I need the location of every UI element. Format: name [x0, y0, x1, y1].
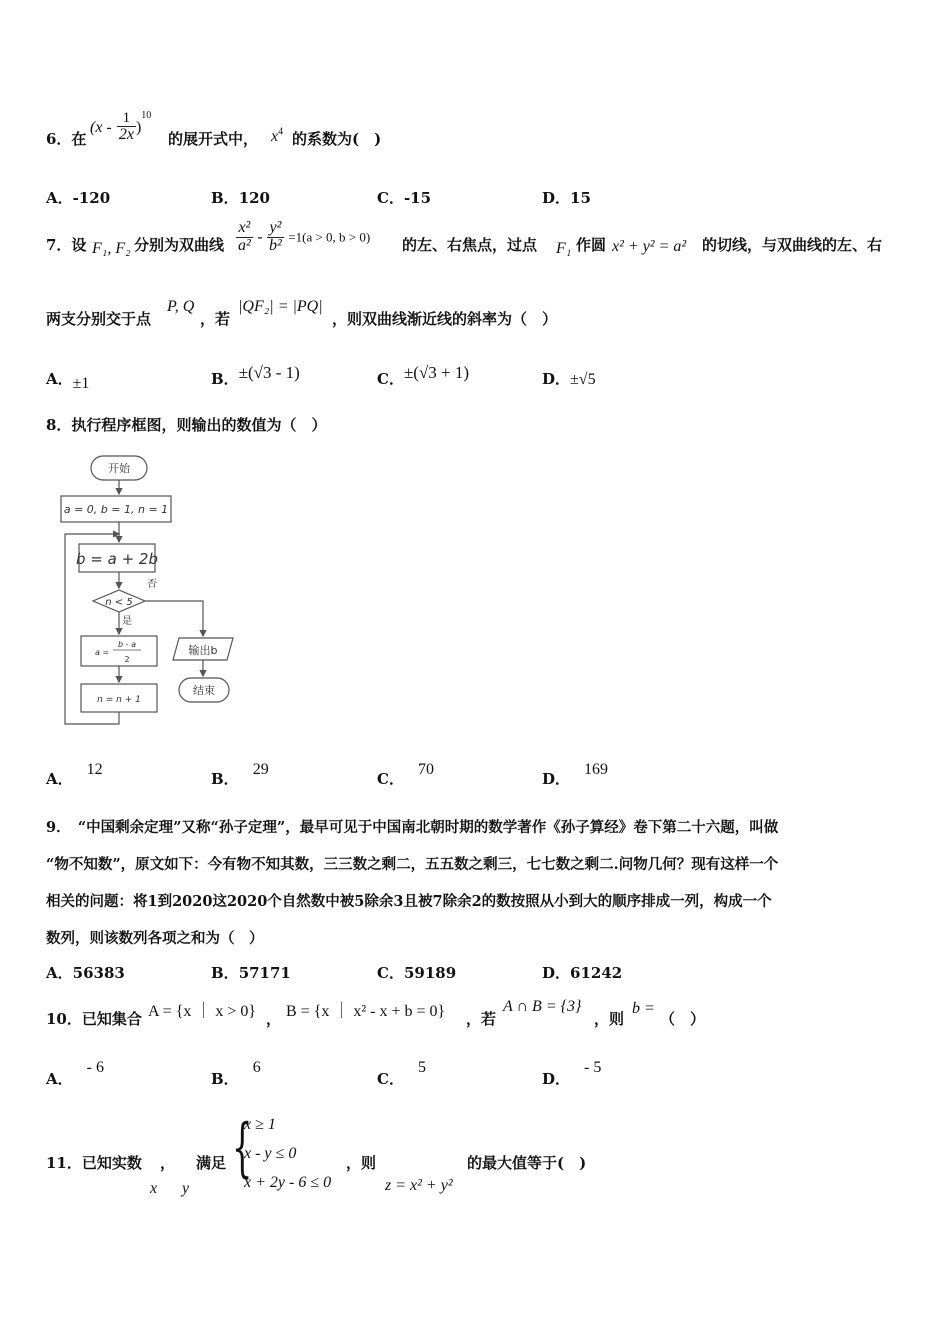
q7-focus1: F₁ [556, 240, 572, 257]
flow-assign-a-num: b - a [118, 640, 136, 649]
q11-brace: { [232, 1111, 253, 1185]
flow-output-label: 输出b [188, 644, 218, 657]
q7-foci: F₁, F₂ [92, 240, 131, 257]
q7-line2-c: ，则双曲线渐近线的斜率为（ ） [332, 310, 558, 328]
q9-line-3: 相关的问题：将1到2020这2020个自然数中被5除余3且被7除余2的数按照从小到大的顺序排成一列，构成一个 [46, 893, 772, 910]
q7-text4: 的切线，与双曲线的左、右 [702, 236, 883, 254]
q9-option-d: D．61242 [542, 964, 623, 982]
q11-condition-2: x - y ≤ 0 [244, 1145, 297, 1162]
flow-no-label: 否 [147, 579, 157, 590]
q6-option-d: D．15 [542, 189, 591, 207]
q11-condition-1: x ≥ 1 [244, 1116, 276, 1133]
q10-intersection: A ∩ B = {3} [503, 998, 582, 1015]
q9-line-1: 9． “中国剩余定理”又称“孙子定理”，最早可见于中国南北朝时期的数学著作《孙子算经》卷下第二十六题，叫做 [46, 819, 779, 836]
flow-init-label: a = 0, b = 1, n = 1 [63, 503, 169, 516]
q11-satisfy: 满足 [196, 1154, 227, 1172]
q10-number: 10．已知集合 [46, 1010, 142, 1028]
q6-expression: (x - $\frac{1}{2x}$ )$^{10}$ [90, 109, 152, 144]
q8-option-a: A．12 [46, 761, 103, 788]
flow-start-label: 开始 [108, 462, 130, 475]
q6-tail: 的系数为( ) [292, 130, 382, 148]
q11-number: 11．已知实数 [46, 1154, 142, 1172]
q7-option-a: A．±1 [46, 370, 90, 392]
q8-option-c: C．70 [377, 761, 434, 788]
q6-stem: 6．在 [46, 130, 87, 148]
q10-b-eq: b = [632, 1000, 655, 1017]
q11-tail: 的最大值等于( ) [467, 1154, 587, 1172]
q7-option-c: C．±(√3 + 1) [377, 363, 470, 388]
flow-end-label: 结束 [193, 684, 215, 697]
q7-text3: 作圆 [576, 236, 607, 254]
q10-tail: （ ） [660, 1010, 706, 1028]
q10-option-c: C．5 [377, 1059, 426, 1088]
q7-points: P, Q [167, 298, 195, 315]
q8-option-d: D．169 [542, 761, 609, 788]
q6-fraction: $\frac{1}{2x}$ [118, 109, 134, 144]
q8-stem: 8．执行程序框图，则输出的数值为（ ） [46, 416, 327, 434]
q9-option-a: A．56383 [46, 964, 125, 982]
q11-var-x: x [150, 1180, 158, 1197]
q9-option-c: C．59189 [377, 964, 457, 982]
flow-assign-a-lhs: a = [95, 648, 110, 657]
flow-incr-label: n = n + 1 [97, 695, 141, 705]
q10-option-d: D．- 5 [542, 1059, 602, 1088]
q9-line-2: “物不知数”，原文如下：今有物不知其数，三三数之剩二，五五数之剩三，七七数之剩二.问物几何？现有这样一个 [46, 856, 779, 873]
flow-assign-b-label: b = a + 2b [76, 550, 158, 568]
q7-hyperbola: $\frac{\text{x²}}{\text{a²}}$ - $\frac{\text{y²}}{\text{b²}}$ =1(a > 0, b > 0) [238, 219, 371, 254]
q7-condition: |QF₂| = |PQ| [238, 298, 323, 315]
q10-then: ，则 [594, 1010, 625, 1028]
q10-option-b: B．6 [211, 1059, 261, 1088]
q7-circle: x² + y² = a² [612, 238, 687, 255]
q11-condition-3: x + 2y - 6 ≤ 0 [244, 1174, 332, 1191]
q6-middle: 的展开式中， [168, 130, 259, 148]
q10-option-a: A．- 6 [46, 1059, 104, 1088]
flow-yes-label: 是 [122, 616, 132, 627]
q10-set-a: A = {x ｜ x > 0} [148, 1003, 257, 1020]
q7-option-b: B．±(√3 - 1) [211, 363, 300, 388]
flow-assign-a-den: 2 [124, 655, 130, 664]
q7-text1: 分别为双曲线 [134, 236, 225, 254]
q7-text2: 的左、右焦点，过点 [402, 236, 538, 254]
q9-option-b: B．57171 [211, 964, 291, 982]
q6-term: $x^4$ [271, 126, 284, 145]
q7-line2-b: ，若 [200, 310, 231, 328]
q8-option-b: B．29 [211, 761, 269, 788]
q11-sep: ， [160, 1154, 176, 1172]
q6-option-b: B．120 [211, 189, 270, 207]
q11-then: ，则 [346, 1154, 377, 1172]
q9-line-4: 数列，则该数列各项之和为（ ） [46, 930, 264, 947]
q10-if: ，若 [466, 1010, 497, 1028]
q7-line2-a: 两支分别交于点 [46, 310, 152, 328]
q7-option-d: D．±√5 [542, 370, 596, 388]
q6-option-a: A．-120 [46, 189, 111, 207]
q10-comma: ， [266, 1010, 282, 1028]
q7-number: 7．设 [46, 236, 87, 254]
flow-condition-label: n < 5 [105, 597, 133, 608]
q10-set-b: B = {x ｜ x² - x + b = 0} [286, 1003, 446, 1020]
q6-option-c: C．-15 [377, 189, 432, 207]
q8-flowchart [55, 450, 255, 730]
q11-z-expression: z = x² + y² [385, 1177, 453, 1194]
q11-var-y: y [182, 1180, 190, 1197]
